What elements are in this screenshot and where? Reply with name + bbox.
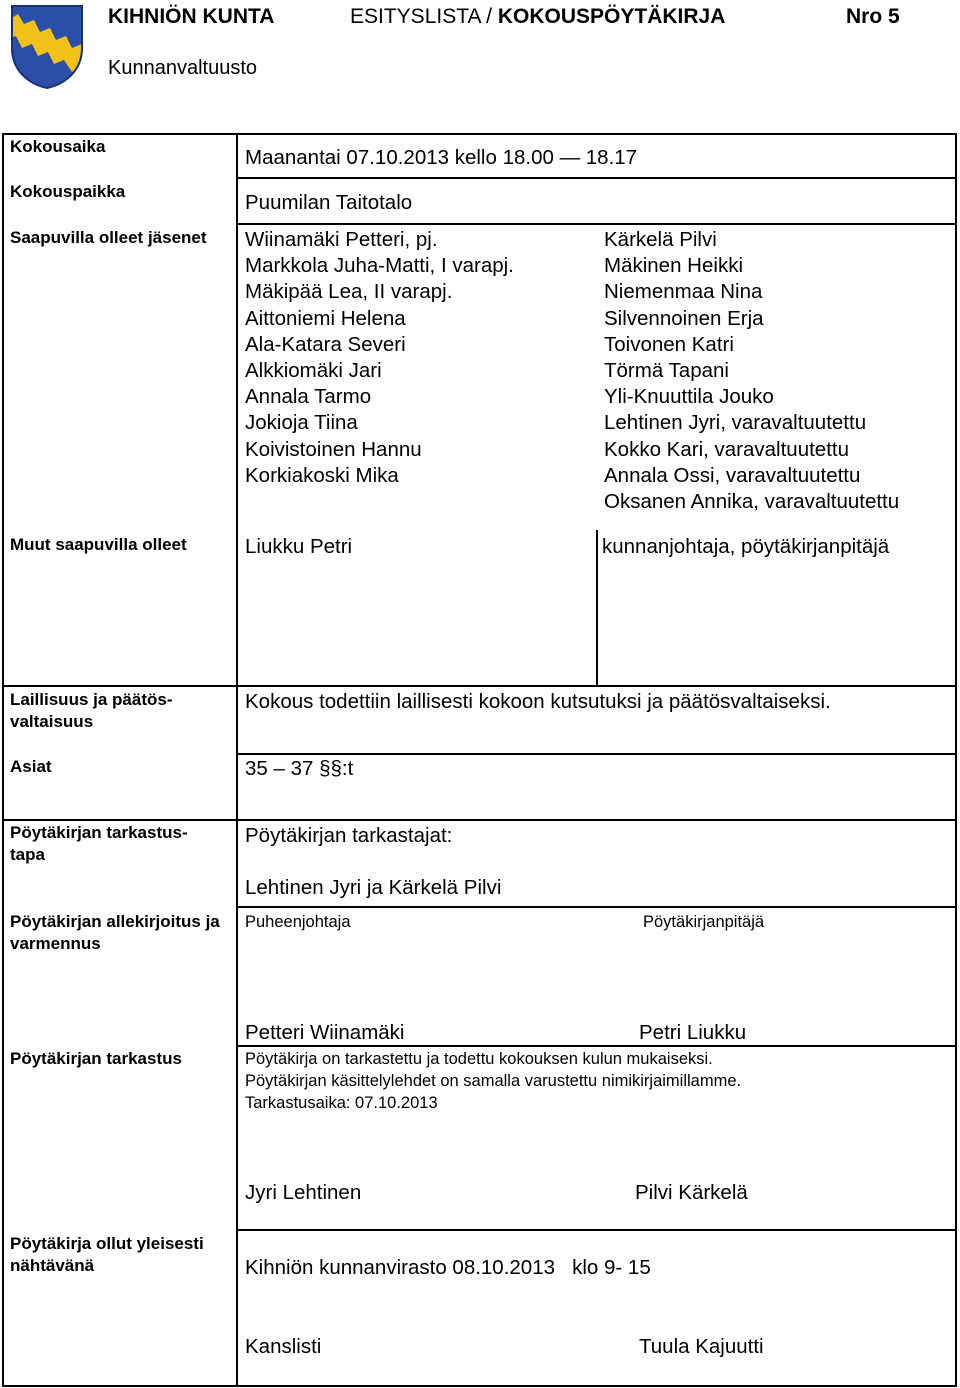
review-method-line1: Pöytäkirjan tarkastajat: — [245, 824, 453, 847]
member-name: Annala Tarmo — [245, 385, 372, 409]
meeting-place-value: Puumilan Taitotalo — [245, 191, 413, 214]
chairman-role: Puheenjohtaja — [245, 913, 351, 931]
meeting-place-label: Kokouspaikka — [10, 182, 126, 201]
member-name: Ala-Katara Severi — [245, 332, 406, 356]
member-name: Korkiakoski Mika — [245, 463, 399, 487]
clerk-name: Tuula Kajuutti — [639, 1335, 764, 1358]
present-members-list-1 — [245, 227, 514, 489]
member-name: Mäkipää Lea, II varapj. — [245, 280, 453, 304]
secretary-name: Petri Liukku — [639, 1021, 747, 1044]
coat-of-arms-logo — [10, 4, 84, 90]
secretary-role: Pöytäkirjanpitäjä — [643, 913, 765, 931]
meeting-time-value: Maanantai 07.10.2013 kello 18.00 — 18.17 — [245, 146, 638, 169]
present-members-list-2 — [604, 227, 899, 515]
member-name: Kärkelä Pilvi — [604, 228, 717, 251]
public-display-value: Kihniön kunnanvirasto 08.10.2013 klo 9- 15 — [245, 1256, 651, 1279]
reviewer1-name: Jyri Lehtinen — [245, 1181, 362, 1204]
member-name: Yli-Knuuttila Jouko — [604, 385, 774, 409]
member-name: Lehtinen Jyri, varavaltuutettu — [604, 411, 867, 435]
member-name: Mäkinen Heikki — [604, 254, 743, 278]
present-members-label: Saapuvilla olleet jäsenet — [10, 228, 207, 247]
review-method-line2: Lehtinen Jyri ja Kärkelä Pilvi — [245, 876, 502, 899]
member-name: Wiinamäki Petteri, pj. — [245, 228, 438, 251]
member-name: Silvennoinen Erja — [604, 306, 764, 330]
member-name: Jokioja Tiina — [245, 411, 358, 435]
member-name: Oksanen Annika, varavaltuutettu — [604, 489, 900, 513]
review-label: Pöytäkirjan tarkastus — [10, 1049, 182, 1068]
meeting-time-label: Kokousaika — [10, 137, 106, 156]
member-name: Törmä Tapani — [604, 358, 729, 382]
items-value: 35 – 37 §§:t — [245, 757, 354, 780]
clerk-title: Kanslisti — [245, 1335, 322, 1358]
review-line2: Pöytäkirjan käsittelylehdet on samalla varustettu nimikirjaimillamme. — [245, 1072, 742, 1090]
items-label: Asiat — [10, 757, 52, 776]
member-name: Markkola Juha-Matti, I varapj. — [245, 254, 514, 278]
legality-label: Laillisuus ja päätös- valtaisuus — [10, 690, 173, 731]
public-display-label: Pöytäkirja ollut yleisesti nähtävänä — [10, 1234, 204, 1275]
other-present-name: Liukku Petri — [245, 535, 353, 558]
document-type-prefix: ESITYSLISTA / — [350, 5, 498, 28]
other-present-role: kunnanjohtaja, pöytäkirjanpitäjä — [602, 535, 890, 558]
member-name: Annala Ossi, varavaltuutettu — [604, 463, 861, 487]
legality-value: Kokous todettiin laillisesti kokoon kutsutuksi ja päätösvaltaiseksi. — [245, 690, 831, 713]
review-method-label: Pöytäkirjan tarkastus- tapa — [10, 823, 188, 864]
chairman-name: Petteri Wiinamäki — [245, 1021, 405, 1044]
member-name: Alkkiomäki Jari — [245, 358, 382, 382]
member-name: Koivistoinen Hannu — [245, 437, 422, 461]
body-name: Kunnanvaltuusto — [108, 57, 258, 79]
member-name: Niemenmaa Nina — [604, 280, 763, 304]
review-line1: Pöytäkirja on tarkastettu ja todettu kokouksen kulun mukaiseksi. — [245, 1050, 713, 1068]
reviewer2-name: Pilvi Kärkelä — [635, 1181, 748, 1204]
member-name: Aittoniemi Helena — [245, 306, 406, 330]
member-name: Kokko Kari, varavaltuutettu — [604, 437, 849, 461]
other-present-label: Muut saapuvilla olleet — [10, 535, 187, 554]
member-name: Toivonen Katri — [604, 332, 734, 356]
municipality-name: KIHNIÖN KUNTA — [108, 5, 275, 28]
document-type — [350, 5, 725, 29]
review-line3: Tarkastusaika: 07.10.2013 — [245, 1094, 438, 1112]
document-number: Nro 5 — [846, 5, 900, 28]
signature-label: Pöytäkirjan allekirjoitus ja varmennus — [10, 912, 220, 953]
document-type-main: KOKOUSPÖYTÄKIRJA — [497, 5, 726, 28]
